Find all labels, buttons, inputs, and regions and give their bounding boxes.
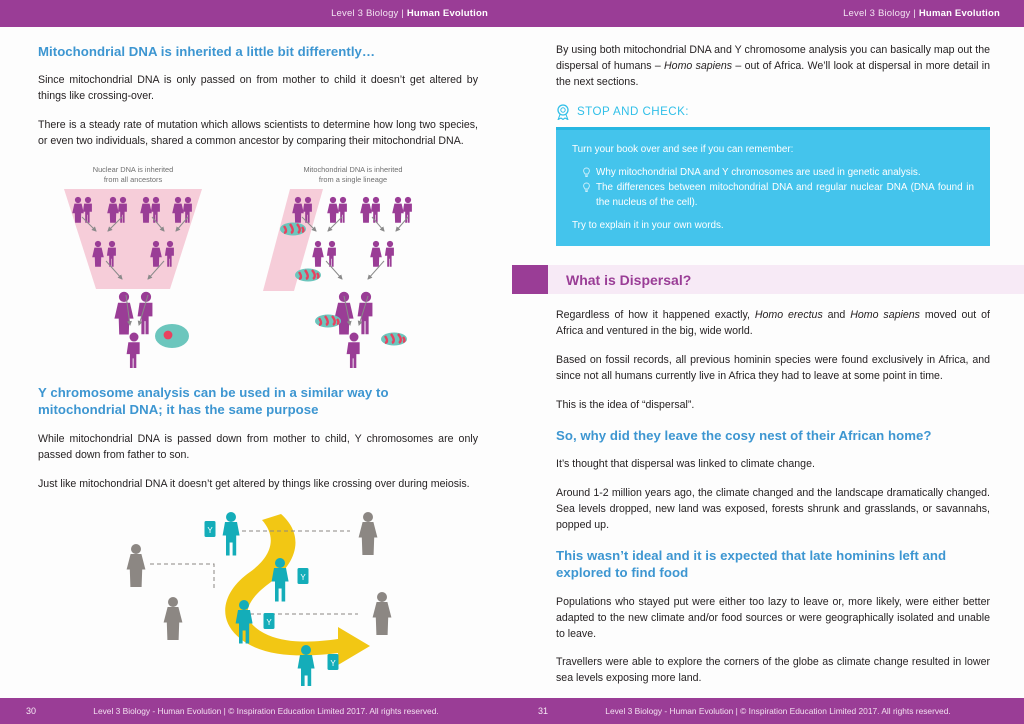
sac-bullet-list <box>582 166 974 210</box>
lightbulb-icon <box>582 167 591 179</box>
section-heading-fill <box>548 265 1024 294</box>
header-separator-right: | <box>910 8 919 19</box>
intro-part-a: By using both mitochondrial DNA and Y chromosome analysis you can basically map out the dispersal of humans – <box>556 44 990 72</box>
right-page-footer <box>512 698 1024 724</box>
paragraph-dispersal-2: Based on fossil records, all previous hominin species were found exclusively in Africa, and since not all humans currently live in Africa they had to leave at some point in time. <box>556 354 990 383</box>
header-title <box>331 8 488 19</box>
caption-nuclear-line1: Nuclear DNA is inherited <box>92 164 174 174</box>
header-separator: | <box>398 8 407 19</box>
section-heading-band <box>512 265 1024 294</box>
paragraph-climate-2: Around 1-2 million years ago, the climate changed and the landscape dramatically changed. Sea levels dropped, new land was exposed, forests shrunk and grasslands, or savannahs, popped up. <box>556 487 990 532</box>
d1-species-1: Homo erectus <box>754 309 823 322</box>
left-page-content <box>0 27 512 698</box>
header-title-right <box>843 8 1000 19</box>
stop-and-check-label: STOP AND CHECK: <box>577 105 689 119</box>
inheritance-diagram <box>38 163 478 368</box>
y-chromosome-diagram <box>38 506 478 686</box>
lightbulb-icon <box>582 182 591 194</box>
right-page <box>512 0 1024 724</box>
sac-bullet-text: Why mitochondrial DNA and Y chromosomes are used in genetic analysis. <box>596 167 921 179</box>
stop-and-check-header <box>556 104 990 120</box>
intro-species: Homo sapiens <box>664 59 733 72</box>
svg-text:Y: Y <box>266 617 272 627</box>
paragraph-mito-2: There is a steady rate of mutation which allows scientists to determine how long two species, or even two individuals, shared a common ancestor by comparing their mitochondrial DNA. <box>38 119 478 148</box>
d1-part-b: moved out of Africa and ventured in the big, wide world. <box>556 309 990 338</box>
page-number-right: 31 <box>538 706 549 716</box>
header-topic: Human Evolution <box>406 8 488 19</box>
y-label: Y <box>207 525 213 535</box>
paragraph-dispersal-1 <box>556 308 990 340</box>
heading-y-chromosome: Y chromosome analysis can be used in a similar way to mitochondrial DNA; it has the same purpose <box>38 384 389 418</box>
right-page-content <box>512 27 1024 698</box>
paragraph-y-1: While mitochondrial DNA is passed down from mother to child, Y chromosomes are only passed down from father to son. <box>38 432 478 461</box>
page-number-left: 30 <box>26 706 37 716</box>
heading-explored-food: This wasn’t ideal and it is expected that late hominins left and explored to find food <box>556 547 947 581</box>
paragraph-dispersal-3: This is the idea of “dispersal”. <box>556 399 695 412</box>
intro-part-b: – out of Africa. We’ll look at dispersal in more detail in the next sections. <box>556 59 990 88</box>
section-accent-block <box>512 265 548 294</box>
sac-bullet-item <box>582 166 974 180</box>
paragraph-populations: Populations who stayed put were either too lazy to leave or, more likely, were either better adapted to the new climate and/or food sources or were geographically isolated and unable to leave. <box>556 595 990 640</box>
d1-part-m: and <box>822 309 851 322</box>
sac-bullet-text: The differences between mitochondrial DNA and regular nuclear DNA (DNA found in the nucleus of the cell). <box>596 182 974 208</box>
heading-why-leave: So, why did they leave the cosy nest of their African home? <box>556 427 932 443</box>
paragraph-intro <box>556 43 990 91</box>
paragraph-travellers: Travellers were able to explore the corners of the globe as climate change resulted in lower sea levels exposing more land. <box>556 656 990 685</box>
heading-mitochondrial-dna: Mitochondrial DNA is inherited a little bit differently… <box>38 44 376 59</box>
sac-outro: Try to explain it in your own words. <box>572 220 724 232</box>
left-page-footer <box>0 698 512 724</box>
svg-text:Y: Y <box>300 572 306 582</box>
sac-intro: Turn your book over and see if you can remember: <box>572 143 794 155</box>
caption-nuclear-line2: from all ancestors <box>103 174 163 184</box>
award-ribbon-icon <box>556 104 570 120</box>
footer-copyright-left: Level 3 Biology - Human Evolution | © Inspiration Education Limited 2017. All rights reserved. <box>93 706 439 716</box>
header-course: Level 3 Biology <box>331 8 399 19</box>
d1-species-2: Homo sapiens <box>850 309 920 322</box>
male-figure <box>223 512 240 556</box>
paragraph-y-2: Just like mitochondrial DNA it doesn’t get altered by things like crossing over during meiosis. <box>38 477 470 490</box>
svg-text:Y: Y <box>330 658 336 668</box>
paragraph-mito-1: Since mitochondrial DNA is only passed on from mother to child it doesn’t get altered by things like crossing-over. <box>38 74 478 103</box>
female-figure <box>359 512 378 555</box>
header-course-right: Level 3 Biology <box>843 8 911 19</box>
d1-part-a: Regardless of how it happened exactly, <box>556 309 755 322</box>
caption-mito-line1: Mitochondrial DNA is inherited <box>303 164 403 174</box>
sac-bullet-item <box>582 181 974 210</box>
caption-mito-line2: from a single lineage <box>318 174 388 184</box>
right-page-header <box>512 0 1024 27</box>
stop-and-check-box <box>556 127 990 247</box>
footer-copyright-right: Level 3 Biology - Human Evolution | © Inspiration Education Limited 2017. All rights reserved. <box>605 706 951 716</box>
section-title: What is Dispersal? <box>566 271 692 288</box>
header-topic-right: Human Evolution <box>918 8 1000 19</box>
nucleus-icon <box>164 331 173 340</box>
paragraph-climate-1: It’s thought that dispersal was linked to climate change. <box>556 458 815 471</box>
left-page-header <box>0 0 512 27</box>
